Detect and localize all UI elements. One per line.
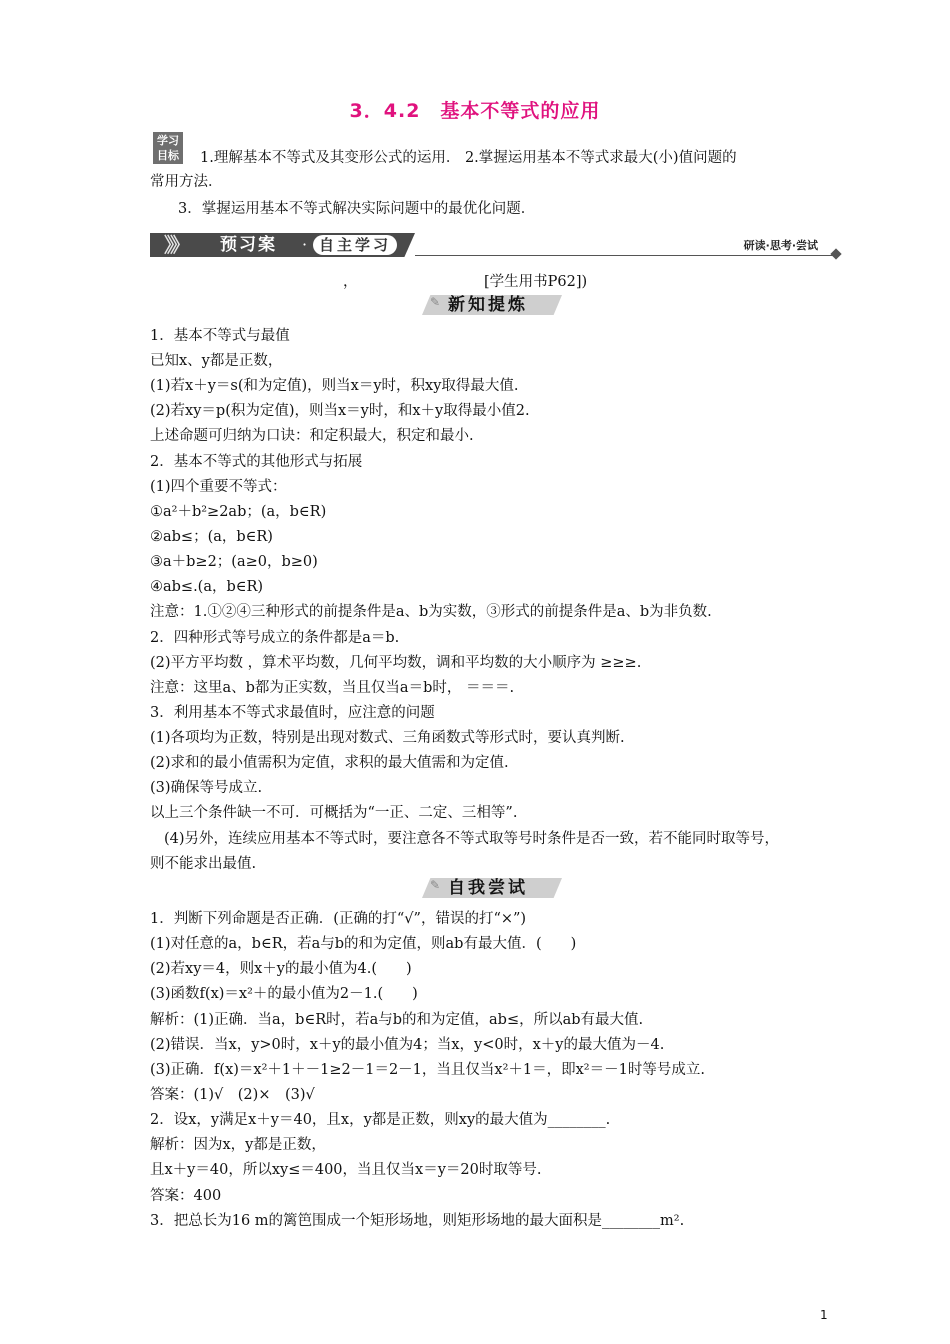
text-line: (1)四个重要不等式：: [150, 479, 287, 495]
book-reference: [学生用书P62]): [484, 274, 588, 290]
section-tag-label: 自我尝试: [448, 878, 528, 898]
text-line: 上述命题可归纳为口诀：和定积最大，积定和最小.: [150, 428, 474, 444]
section-tag-new-knowledge: [422, 293, 562, 317]
text-line: (3)确保等号成立.: [150, 780, 263, 796]
ref-comma: ，: [343, 274, 358, 290]
text-line: 2．四种形式等号成立的条件都是a＝b.: [150, 630, 400, 646]
double-chevron-icon: 》》: [164, 233, 186, 257]
banner-pill: 自主学习: [313, 235, 397, 255]
pencil-icon: ✎: [430, 295, 441, 309]
text-line: 2．基本不等式的其他形式与拓展: [150, 454, 363, 470]
preview-banner: [150, 233, 840, 259]
section-tag-self-test: [422, 876, 562, 900]
badge-line-2: 目标: [157, 149, 179, 162]
banner-subtitle: 研读·思考·尝试: [743, 239, 818, 252]
text-line: 答案：400: [150, 1188, 222, 1204]
text-line: 2．设x，y满足x＋y＝40，且x，y都是正数，则xy的最大值为________.: [150, 1112, 611, 1128]
text-line: 解析：(1)正确．当a，b∈R时，若a与b的和为定值，ab≤，所以ab有最大值.: [150, 1012, 644, 1028]
section-tag-label: 新知提炼: [448, 295, 528, 315]
text-line: 注意：1.①②④三种形式的前提条件是a、b为实数，③形式的前提条件是a、b为非负数.: [150, 604, 712, 620]
text-line: (2)求和的最小值需积为定值，求积的最大值需和为定值.: [150, 755, 509, 771]
banner-separator-dot: ·: [302, 235, 308, 254]
text-line: 3．利用基本不等式求最值时，应注意的问题: [150, 705, 435, 721]
text-line: 且x＋y＝40，所以xy≤＝400，当且仅当x＝y＝20时取等号.: [150, 1162, 542, 1178]
page-number: 1: [820, 1308, 828, 1322]
pencil-icon: ✎: [430, 878, 441, 892]
text-line: (4)另外，连续应用基本不等式时，要注意各不等式取等号时条件是否一致，若不能同时取等号，: [164, 831, 780, 847]
text-line: ①a²＋b²≥2ab；(a，b∈R): [150, 504, 327, 520]
text-line: 则不能求出最值.: [150, 856, 257, 872]
text-line: (3)正确．f(x)＝x²＋1＋－1≥2－1＝2－1，当且仅当x²＋1＝，即x²＝－1时等号成立.: [150, 1062, 705, 1078]
text-line: 以上三个条件缺一不可．可概括为“一正、二定、三相等”.: [150, 805, 518, 821]
text-line: (1)各项均为正数，特别是出现对数式、三角函数式等形式时，要认真判断.: [150, 730, 625, 746]
text-line: 答案：(1)√ (2)× (3)√: [150, 1087, 315, 1103]
text-line: 解析：因为x，y都是正数，: [150, 1137, 326, 1153]
text-line: 注意：这里a、b都为正实数，当且仅当a＝b时， ＝＝＝.: [150, 680, 515, 696]
text-line: (1)若x＋y＝s(和为定值)，则当x＝y时，积xy取得最大值.: [150, 378, 519, 394]
text-line: (2)若xy＝4，则x＋y的最小值为4.( ): [150, 961, 412, 977]
learning-goal-badge: [153, 132, 183, 164]
diamond-icon: [830, 248, 841, 259]
text-line: (1)对任意的a，b∈R，若a与b的和为定值，则ab有最大值．( ): [150, 936, 577, 952]
text-line: (2)平方平均数 ，算术平均数，几何平均数，调和平均数的大小顺序为 ≥≥≥.: [150, 655, 642, 671]
banner-title: 预习案: [220, 235, 277, 255]
page-title: 3．4.2 基本不等式的应用: [349, 100, 601, 122]
text-line: 3．把总长为16 m的篱笆围成一个矩形场地，则矩形场地的最大面积是________m².: [150, 1213, 685, 1229]
text-line: (3)函数f(x)＝x²＋的最小值为2－1.( ): [150, 986, 418, 1002]
goal-line-1: 1.理解基本不等式及其变形公式的运用． 2.掌握运用基本不等式求最大(小)值问题的: [200, 150, 737, 166]
text-line: 1．基本不等式与最值: [150, 328, 290, 344]
text-line: (2)错误．当x，y>0时，x＋y的最小值为4；当x，y<0时，x＋y的最大值为－4.: [150, 1037, 665, 1053]
text-line: ②ab≤；(a，b∈R): [150, 529, 273, 545]
text-line: 已知x、y都是正数，: [150, 353, 283, 369]
badge-line-1: 学习: [157, 134, 179, 147]
text-line: 1．判断下列命题是否正确．(正确的打“√”，错误的打“×”): [150, 911, 527, 927]
text-line: ③a＋b≥2；(a≥0，b≥0): [150, 554, 318, 570]
goal-line-3: 3．掌握运用基本不等式解决实际问题中的最优化问题．: [178, 201, 536, 217]
goal-line-2: 常用方法．: [150, 174, 223, 190]
text-line: ④ab≤.(a，b∈R): [150, 579, 264, 595]
banner-rule: [415, 255, 834, 256]
text-line: (2)若xy＝p(积为定值)，则当x＝y时，和x＋y取得最小值2.: [150, 403, 530, 419]
